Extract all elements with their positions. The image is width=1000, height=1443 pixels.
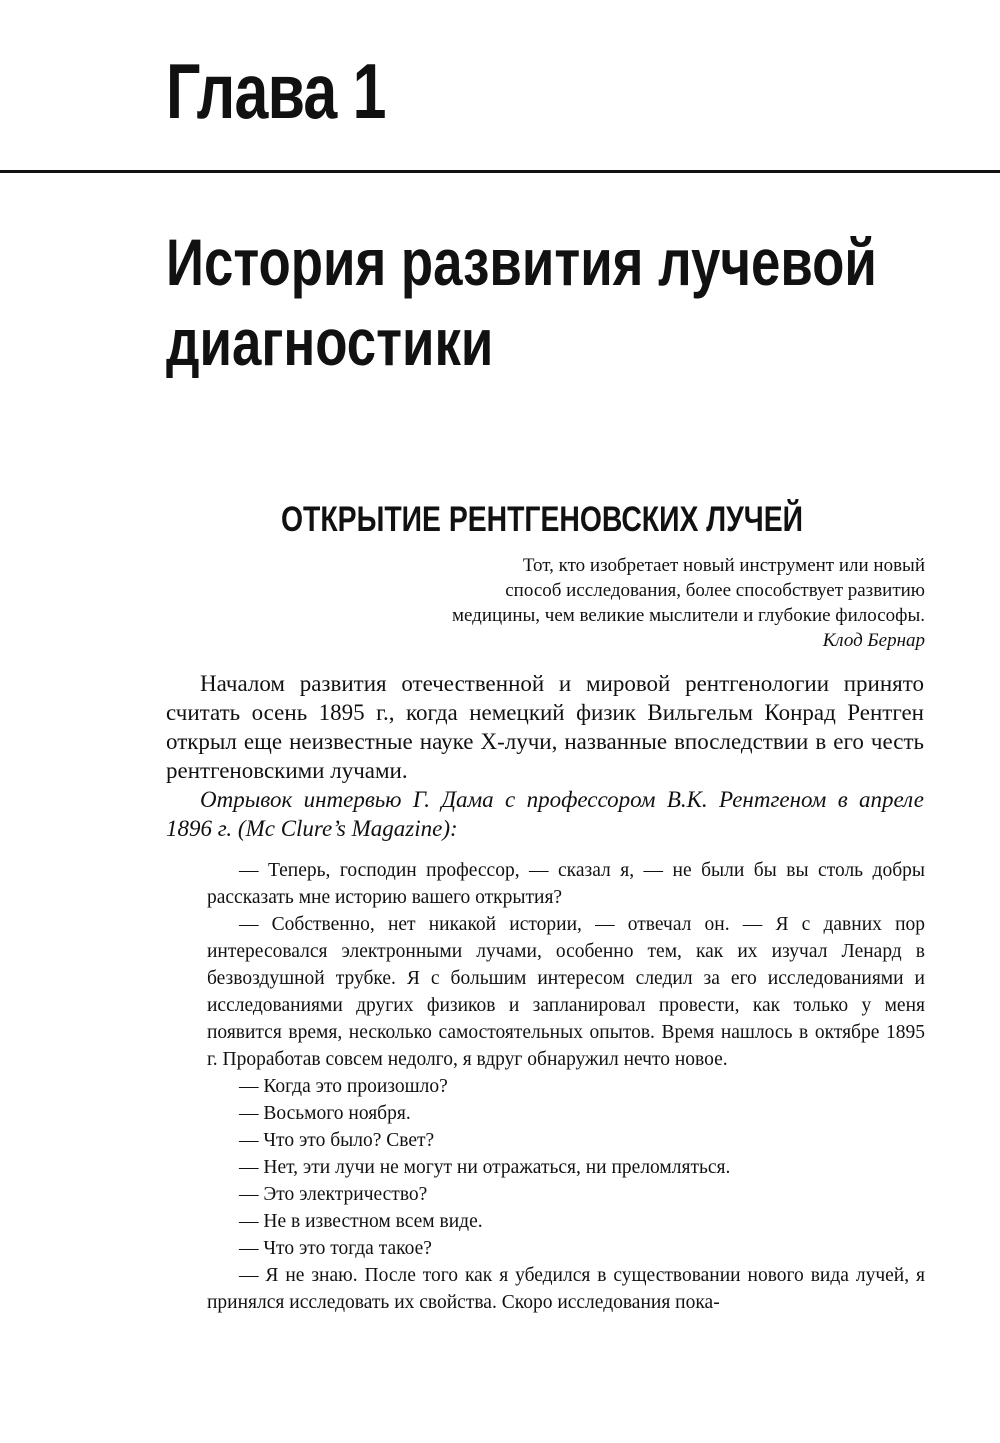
epigraph-line: Тот, кто изобретает новый инструмент или новый [522, 555, 925, 576]
chapter-title [166, 222, 877, 382]
dialogue-line: — Я не знаю. После того как я убедился в существовании нового вида лучей, я принялся исследовать их свойства. Скоро исследования пока- [207, 1265, 925, 1313]
interview-intro: Отрывок интервью Г. Дама с профессором В.К. Рентгеном в апреле 1896 г. (Mc Clure’s Magazine): [166, 787, 924, 841]
epigraph-line: медицины, чем великие мыслители и глубокие философы. [451, 605, 925, 626]
dialogue-line: — Это электричество? [239, 1184, 428, 1205]
chapter-title-line-1: История развития лучевой [166, 225, 877, 299]
dialogue-line: — Нет, эти лучи не могут ни отражаться, ни преломляться. [239, 1157, 731, 1178]
chapter-title-line-2: диагностики [166, 305, 494, 379]
epigraph-line: способ исследования, более способствует развитию [505, 580, 925, 601]
chapter-divider [0, 170, 1000, 173]
dialogue-line: — Теперь, господин профессор, — сказал я, — не были бы вы столь добры рассказать мне историю вашего открытия? [207, 860, 925, 908]
epigraph-author: Клод Бернар [822, 630, 925, 651]
chapter-label: Глава 1 [166, 47, 386, 135]
body-paragraph: Началом развития отечественной и мировой рентгенологии принято считать осень 1895 г., когда немецкий физик Вильгельм Конрад Рентген открыл еще неизвестные науке X-лучи, названные впоследствии в его честь рентгеновскими лучами. [166, 671, 924, 783]
dialogue-line: — Что это было? Свет? [239, 1130, 435, 1151]
epigraph [452, 553, 925, 653]
dialogue-line: — Восьмого ноября. [239, 1103, 411, 1124]
interview-excerpt [207, 857, 925, 1316]
body-text [166, 669, 924, 843]
dialogue-line: — Когда это произошло? [239, 1076, 448, 1097]
section-heading: ОТКРЫТИЕ РЕНТГЕНОВСКИХ ЛУЧЕЙ [281, 500, 804, 539]
dialogue-line: — Не в известном всем виде. [239, 1211, 483, 1232]
dialogue-line: — Что это тогда такое? [239, 1238, 432, 1259]
dialogue-line: — Собственно, нет никакой истории, — отвечал он. — Я с давних пор интересовался электронными лучами, особенно тем, как их изучал Ленард в безвоздушной трубке. Я с большим интересом следил за его исследованиями и исследованиями других физиков и запланировал провести, как только у меня появится время, несколько самостоятельных опытов. Время нашлось в октябре 1895 г. Проработав совсем недолго, я вдруг обнаружил нечто новое. [207, 914, 925, 1070]
